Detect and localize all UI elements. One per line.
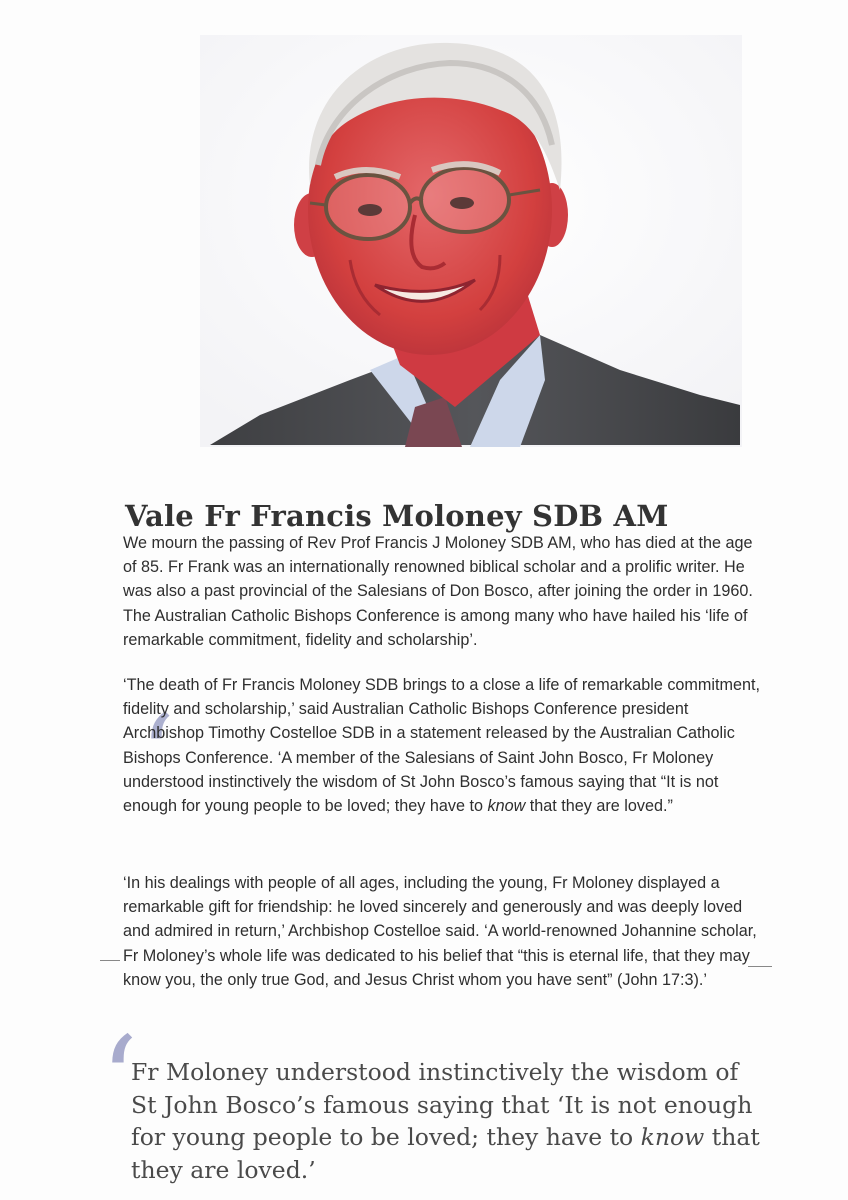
paragraph-statement — [123, 673, 768, 818]
portrait-photo-icon — [200, 35, 742, 447]
pullquote-end: that they are loved.’ — [131, 1123, 760, 1184]
quote-mark-icon: ‘ — [140, 691, 175, 819]
paragraph-statement-emphasis: know — [487, 797, 526, 816]
paragraph-intro: We mourn the passing of Rev Prof Francis J Moloney SDB AM, who has died at the age of 85. Fr Frank was an internationally renowned biblical scholar and a prolific writer. He was also a past provincial of the Salesians of Don Bosco, after joining the order in 1960. The Australian Catholic Bishops Conference is among many who have hailed his ‘life of remarkable commitment, fidelity and scholarship’. — [123, 534, 753, 649]
paragraph-statement-end: that they are loved.” — [525, 797, 673, 816]
portrait-drawing — [200, 35, 742, 447]
scan-artifact-line — [100, 960, 120, 961]
eye-left — [358, 204, 382, 216]
pullquote-emphasis: know — [640, 1123, 705, 1151]
paragraph-statement-main: ‘The death of Fr Francis Moloney SDB brings to a close a life of remarkable commitment, fidelity and scholarship,’ said Australian Catholic Bishops Conference president Archbishop Timothy Costelloe SDB in a statement released by the Australian Catholic Bishops Conference. ‘A member of the Salesians of Saint John Bosco, Fr Moloney understood instinctively the wisdom of St John Bosco’s famous saying that “It is not enough for young people to be loved; they have to — [123, 676, 760, 816]
article-title: Vale Fr Francis Moloney SDB AM — [125, 499, 669, 534]
paragraph-friendship: ‘In his dealings with people of all ages, including the young, Fr Moloney displayed a remarkable gift for friendship: he loved sincerely and generously and was deeply loved and admired in return,’ Archbishop Costelloe said. ‘A world-renowned Johannine scholar, Fr Moloney’s whole life was dedicated to his belief that “this is eternal life, that they may know you, the only true God, and Jesus Christ whom you have sent” (John 17:3).’ — [123, 874, 757, 989]
glasses-arm-left — [310, 203, 326, 205]
eye-right — [450, 197, 474, 209]
scan-artifact-line — [748, 966, 772, 967]
pullquote — [131, 1056, 771, 1186]
pullquote-main: Fr Moloney understood instinctively the wisdom of St John Bosco’s famous saying that ‘It is not enough for young people to be loved; they have to — [131, 1058, 753, 1151]
pullquote-mark-icon: ‘ — [100, 1012, 139, 1151]
